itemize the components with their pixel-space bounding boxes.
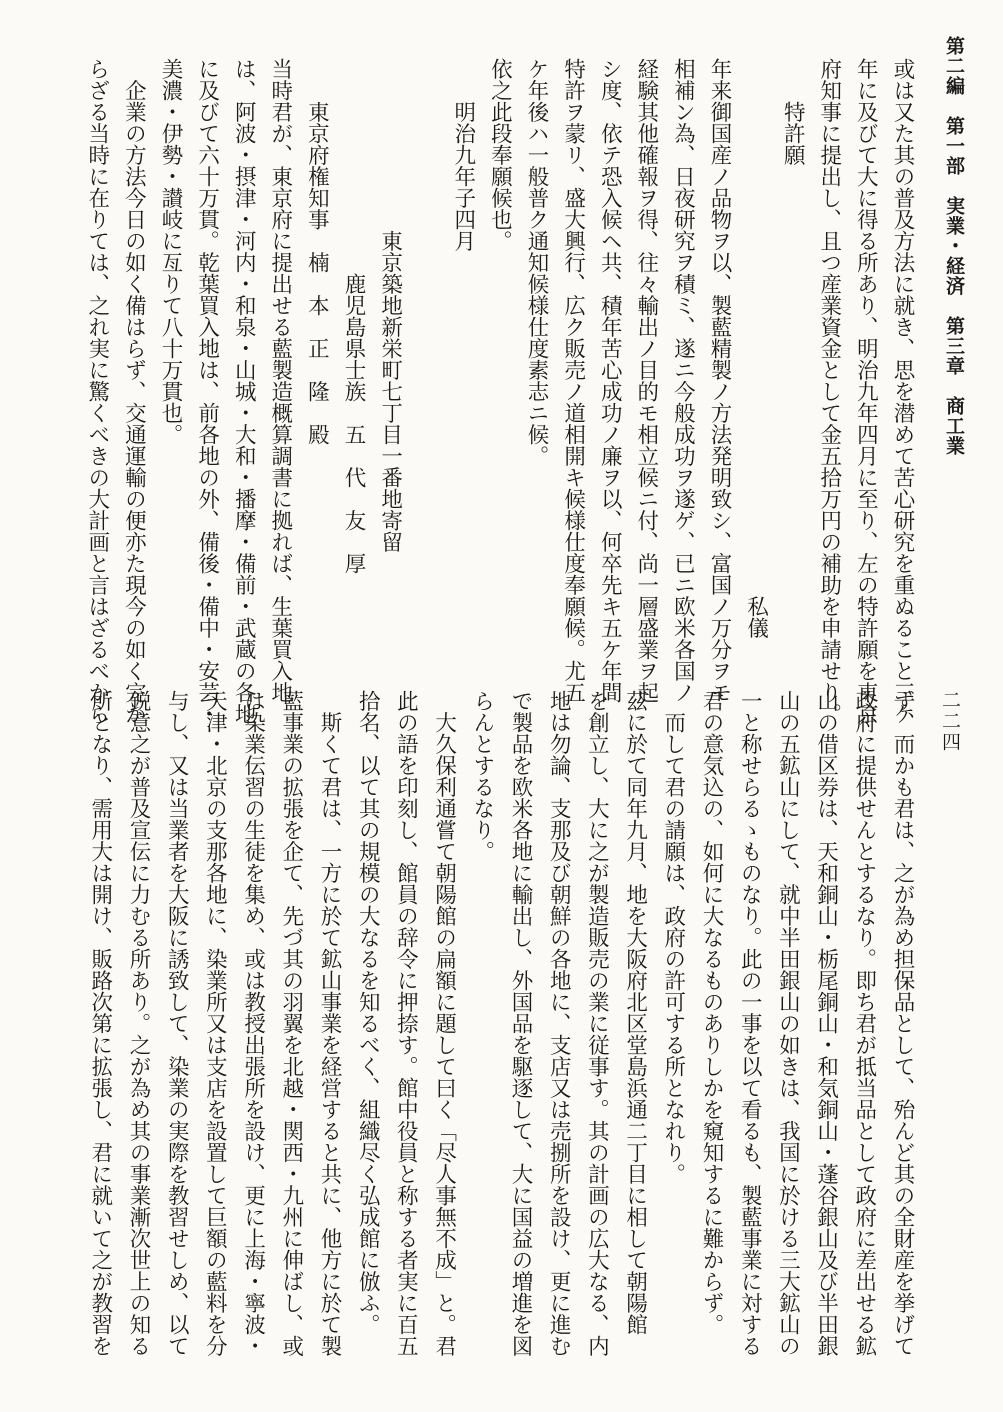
text-line [410,58,447,658]
text-line: ず、而かも君は、之が為め担保品として、殆んど其の全財産を挙げて [889,690,915,1357]
text-line: 拾名、以て其の規模の大なるを知るべく、組織尽く弘成館に倣ふ。 [355,690,381,1335]
text-line: 君の意気込の、如何に大なるものありしかを窺知するに難からず。 [698,690,724,1335]
lower-text-block [80,690,922,1380]
text-line: 与し、又は当業者を大阪に誘致して、染業の実際を教習せしめ、以て [164,690,190,1357]
text-line: 一と称せらるゝものなり。此の一事を以て看るも、製藍事業に対する [737,690,763,1357]
text-line: らざる当時に在りては、之れ実に驚くべきの大計画と言はざるべから [84,58,110,725]
text-line: 此の語を印刻し、館員の辞令に押捺す。館中役員と称する者実に百五 [393,690,419,1357]
text-line: で製品を欧米各地に輸出し、外国品を駆逐して、大に国益の増進を図 [507,690,533,1357]
text-line: 政府に提供せんとするなり。即ち君が抵当品として政府に差出せる鉱 [851,690,877,1357]
running-title: 第二編 第一部 実業・経済 第三章 商工業 [943,36,965,456]
text-line: は染業伝習の生徒を集め、或は教授出張所を設け、更に上海・寧波・ [240,690,266,1357]
text-line: 当時君が、東京府に提出せる藍製造概算調書に拠れば、生葉買入地 [267,58,293,703]
text-line: 東京築地新栄町七丁目一番地寄留 [377,58,403,553]
text-line: 鹿児島県士族 五 代 友 厚 [340,58,366,574]
text-line: 藍事業の拡張を企て、先づ其の羽翼を北越・関西・九州に伸ばし、或 [278,690,304,1357]
text-line: 経験其他確報ヲ得、往々輸出ノ目的モ相立候ニ付、尚一層盛業ヲ起 [633,58,659,703]
text-line: 天津・北京の支那各地に、染業所又は支店を設置して巨額の藍料を分 [202,690,228,1357]
text-line: 年に及びて大に得る所あり、明治九年四月に至り、左の特許願を東京 [853,58,879,725]
text-line: を創立し、大に之が製造販売の業に従事す。其の計画の広大なる、内 [584,690,610,1357]
text-line: ケ年後ハ一般普ク通知候様仕度素志ニ候。 [523,58,549,467]
upper-text-block [80,58,922,725]
text-line: 地は勿論、支那及び朝鮮の各地に、支店又は売捌所を設け、更に進む [546,690,572,1357]
text-line: 府知事に提出し、且つ産業資金として金五拾万円の補助を申請せり。 [816,58,842,725]
text-line: 鋭意之が普及宣伝に力むる所あり。之が為め其の事業漸次世上の知る [125,690,151,1357]
text-line: らんとするなり。 [469,690,495,862]
text-line: 東京府権知事 楠 本 正 隆 殿 [304,58,330,445]
text-line: 依之此段奉願候也。 [487,58,513,252]
text-line: 山の借区券は、天和銅山・栃尾銅山・和気銅山・蓬谷銀山及び半田銀 [813,690,839,1357]
text-line: 山の五鉱山にして、就中半田銀山の如きは、我国に於ける三大鉱山の [775,690,801,1357]
text-line: 或は又た其の普及方法に就き、思を潜めて苦心研究を重ぬること三ケ [889,58,915,725]
text-line: 企業の方法今日の如く備はらず、交通運輸の便亦た現今の如く完か [121,58,147,725]
text-line: 特許ヲ蒙リ、盛大興行、広ク販売ノ道相開キ候様仕度奉願候。尤五 [560,58,586,703]
text-line: 相補ン為、日夜研究ヲ積ミ、遂ニ今般成功ヲ遂ゲ、已ニ欧米各国ノ [670,58,696,703]
text-line: シ度、依テ恐入候ヘ共、積年苦心成功ノ廉ヲ以、何卒先キ五ケ年間 [597,58,623,703]
text-line: 所となり、需用大は開け、販路次第に拡張し、君に就いて之が教習を [87,690,113,1357]
text-line: 美濃・伊勢・讃岐に亙りて八十万貫也。 [157,58,183,445]
page-number: 二二四 [939,690,961,753]
text-line: 斯くて君は、一方に於て鉱山事業を経営すると共に、他方に於て製 [316,690,342,1357]
text-line: 年来御国産ノ品物ヲ以、製藍精製ノ方法発明致シ、富国ノ万分ヲモ [706,58,732,703]
text-line: 特許願 [780,58,806,166]
text-line: 茲に於て同年九月、地を大阪府北区堂島浜通二丁目に相して朝陽館 [622,690,648,1335]
text-line: は、阿波・摂津・河内・和泉・山城・大和・播摩・備前・武蔵の各地 [231,58,257,725]
text-line: 大久保利通嘗て朝陽館の扁額に題して曰く「尽人事無不成」と。君 [431,690,457,1357]
text-line: 而して君の請願は、政府の許可する所となれり。 [660,690,686,1185]
text-line: 私儀 [743,58,769,639]
text-line: 明治九年子四月 [450,58,476,252]
text-line: に及びて六十万貫。乾葉買入地は、前各地の外、備後・備中・安芸・ [194,58,220,725]
